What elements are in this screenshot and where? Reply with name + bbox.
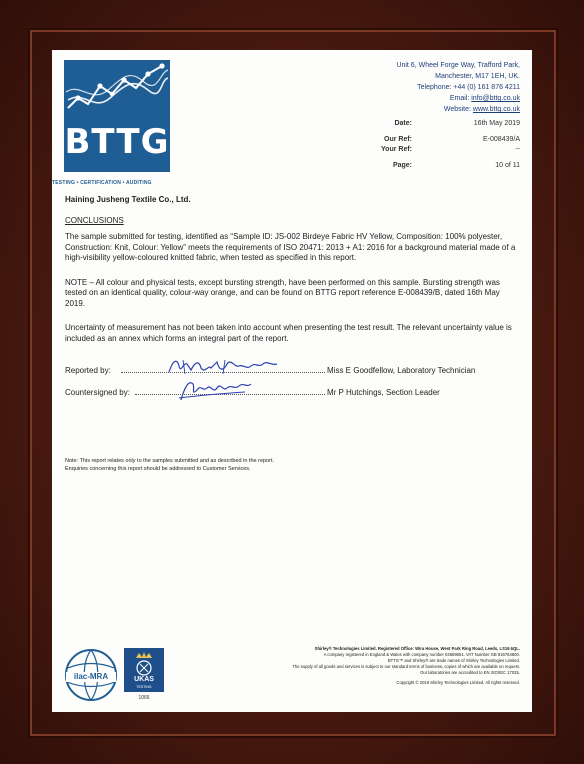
- note-paragraph: NOTE – All colour and physical tests, except bursting strength, have been performed on this sample. Bursting strength was tested on an identical quality, colour-way orange, and can be found on BTTG report reference E-008439/B, dated 16th May 2019.: [65, 277, 500, 308]
- address-line-2: Manchester, M17 1EH, UK.: [435, 73, 520, 80]
- uncertainty-paragraph: Uncertainty of measurement has not been taken into account when presenting the test result. The relevant uncertainty value is included as an annex which forms an integral part of the report.: [65, 323, 512, 343]
- countersigned-by-label: Countersigned by:: [65, 388, 130, 397]
- meta-our-ref-row: [352, 136, 520, 146]
- footer-copyright: Copyright © 2019 Shirley Technologies Limited. All rights reserved.: [396, 680, 520, 685]
- logo-brand-text: BTTG: [64, 122, 170, 162]
- footer-line-5: Our laboratories are accredited to EN ISO/IEC 17025.: [420, 670, 520, 675]
- email-link[interactable]: info@bttg.co.uk: [471, 95, 520, 102]
- logo-wave-icon: [64, 60, 170, 122]
- ilac-mra-text: ilac-MRA: [73, 672, 109, 681]
- countersigned-signature-icon: [175, 376, 255, 404]
- reported-by-label: Reported by:: [65, 366, 111, 375]
- report-footer: [200, 646, 520, 686]
- countersigned-by-row: [65, 388, 520, 410]
- date-value: 16th May 2019: [473, 120, 520, 127]
- your-ref-value: --: [515, 146, 520, 153]
- our-ref-value: E-008439/A: [483, 136, 520, 143]
- ukas-text: UKAS: [134, 676, 154, 683]
- page-value: 10 of 11: [495, 162, 520, 169]
- crown-icon: [124, 648, 164, 678]
- meta-date-row: [352, 120, 520, 130]
- ilac-mra-logo: [64, 648, 118, 704]
- footer-line-1: Shirley® Technologies Limited. Registered Office: Wira House, West Park Ring Road, Leeds, LS16 6QL.: [314, 646, 520, 651]
- address-line-1: Unit 6, Wheel Forge Way, Trafford Park,: [396, 62, 520, 69]
- conclusions-heading: CONCLUSIONS: [65, 215, 124, 225]
- address-website-row: [396, 104, 520, 115]
- reported-by-name: Miss E Goodfellow, Laboratory Technician: [327, 366, 476, 375]
- footer-line-4: The supply of all goods and services is subject to our standard terms of business, copies of which are available on request.: [292, 664, 520, 669]
- company-address: [396, 60, 520, 115]
- your-ref-label: Your Ref:: [381, 146, 412, 153]
- report-page: [52, 50, 532, 712]
- reported-by-row: [65, 366, 520, 388]
- logo-tagline: TESTING • CERTIFICATION • AUDITING: [52, 180, 152, 186]
- meta-your-ref-row: [352, 146, 520, 156]
- footer-line-3: BTTG™ and Shirley® are trade names of Shirley Technologies Limited.: [387, 658, 520, 663]
- ukas-badge: [124, 648, 164, 692]
- meta-page-row: [352, 162, 520, 172]
- conclusion-paragraph: The sample submitted for testing, identified as “Sample ID: JS-002 Birdeye Fabric HV Yellow, Composition: 100% polyester, Construction: Knit, Colour: Yellow” meets the requirements of ISO 20471: 2013 + A1: 2016 for a background material made of a high-visibility yellow-coloured knitted fabric, when tested as specified in this report.: [65, 232, 516, 262]
- client-company: Haining Jusheng Textile Co., Ltd.: [65, 195, 191, 204]
- footer-line-2: A company registered in England & Wales with company number 04669651. VAT Number GB 816764800.: [323, 652, 520, 657]
- ukas-sub-text: TESTING: [136, 685, 152, 689]
- report-notes: [65, 458, 274, 473]
- ukas-number: 1066: [138, 695, 150, 701]
- website-label: Website:: [443, 106, 473, 113]
- our-ref-label: Our Ref:: [384, 136, 412, 143]
- date-label: Date:: [394, 120, 412, 127]
- ukas-logo: [124, 648, 164, 704]
- reported-signature-icon: [165, 356, 285, 378]
- bttg-logo: [64, 60, 170, 172]
- report-content: [65, 195, 520, 410]
- website-link[interactable]: www.bttg.co.uk: [472, 106, 520, 113]
- page-label: Page:: [392, 162, 412, 169]
- email-label: Email:: [449, 95, 472, 102]
- address-email-row: [396, 93, 520, 104]
- note-line-1: Note: This report relates only to the samples submitted and as described in the report.: [65, 458, 275, 464]
- note-line-2: Enquiries concerning this report should be addressed to Customer Services.: [65, 465, 251, 472]
- report-meta: [352, 120, 520, 172]
- address-telephone: Telephone: +44 (0) 161 876 4211: [417, 84, 520, 91]
- countersigned-by-name: Mr P Hutchings, Section Leader: [327, 388, 440, 397]
